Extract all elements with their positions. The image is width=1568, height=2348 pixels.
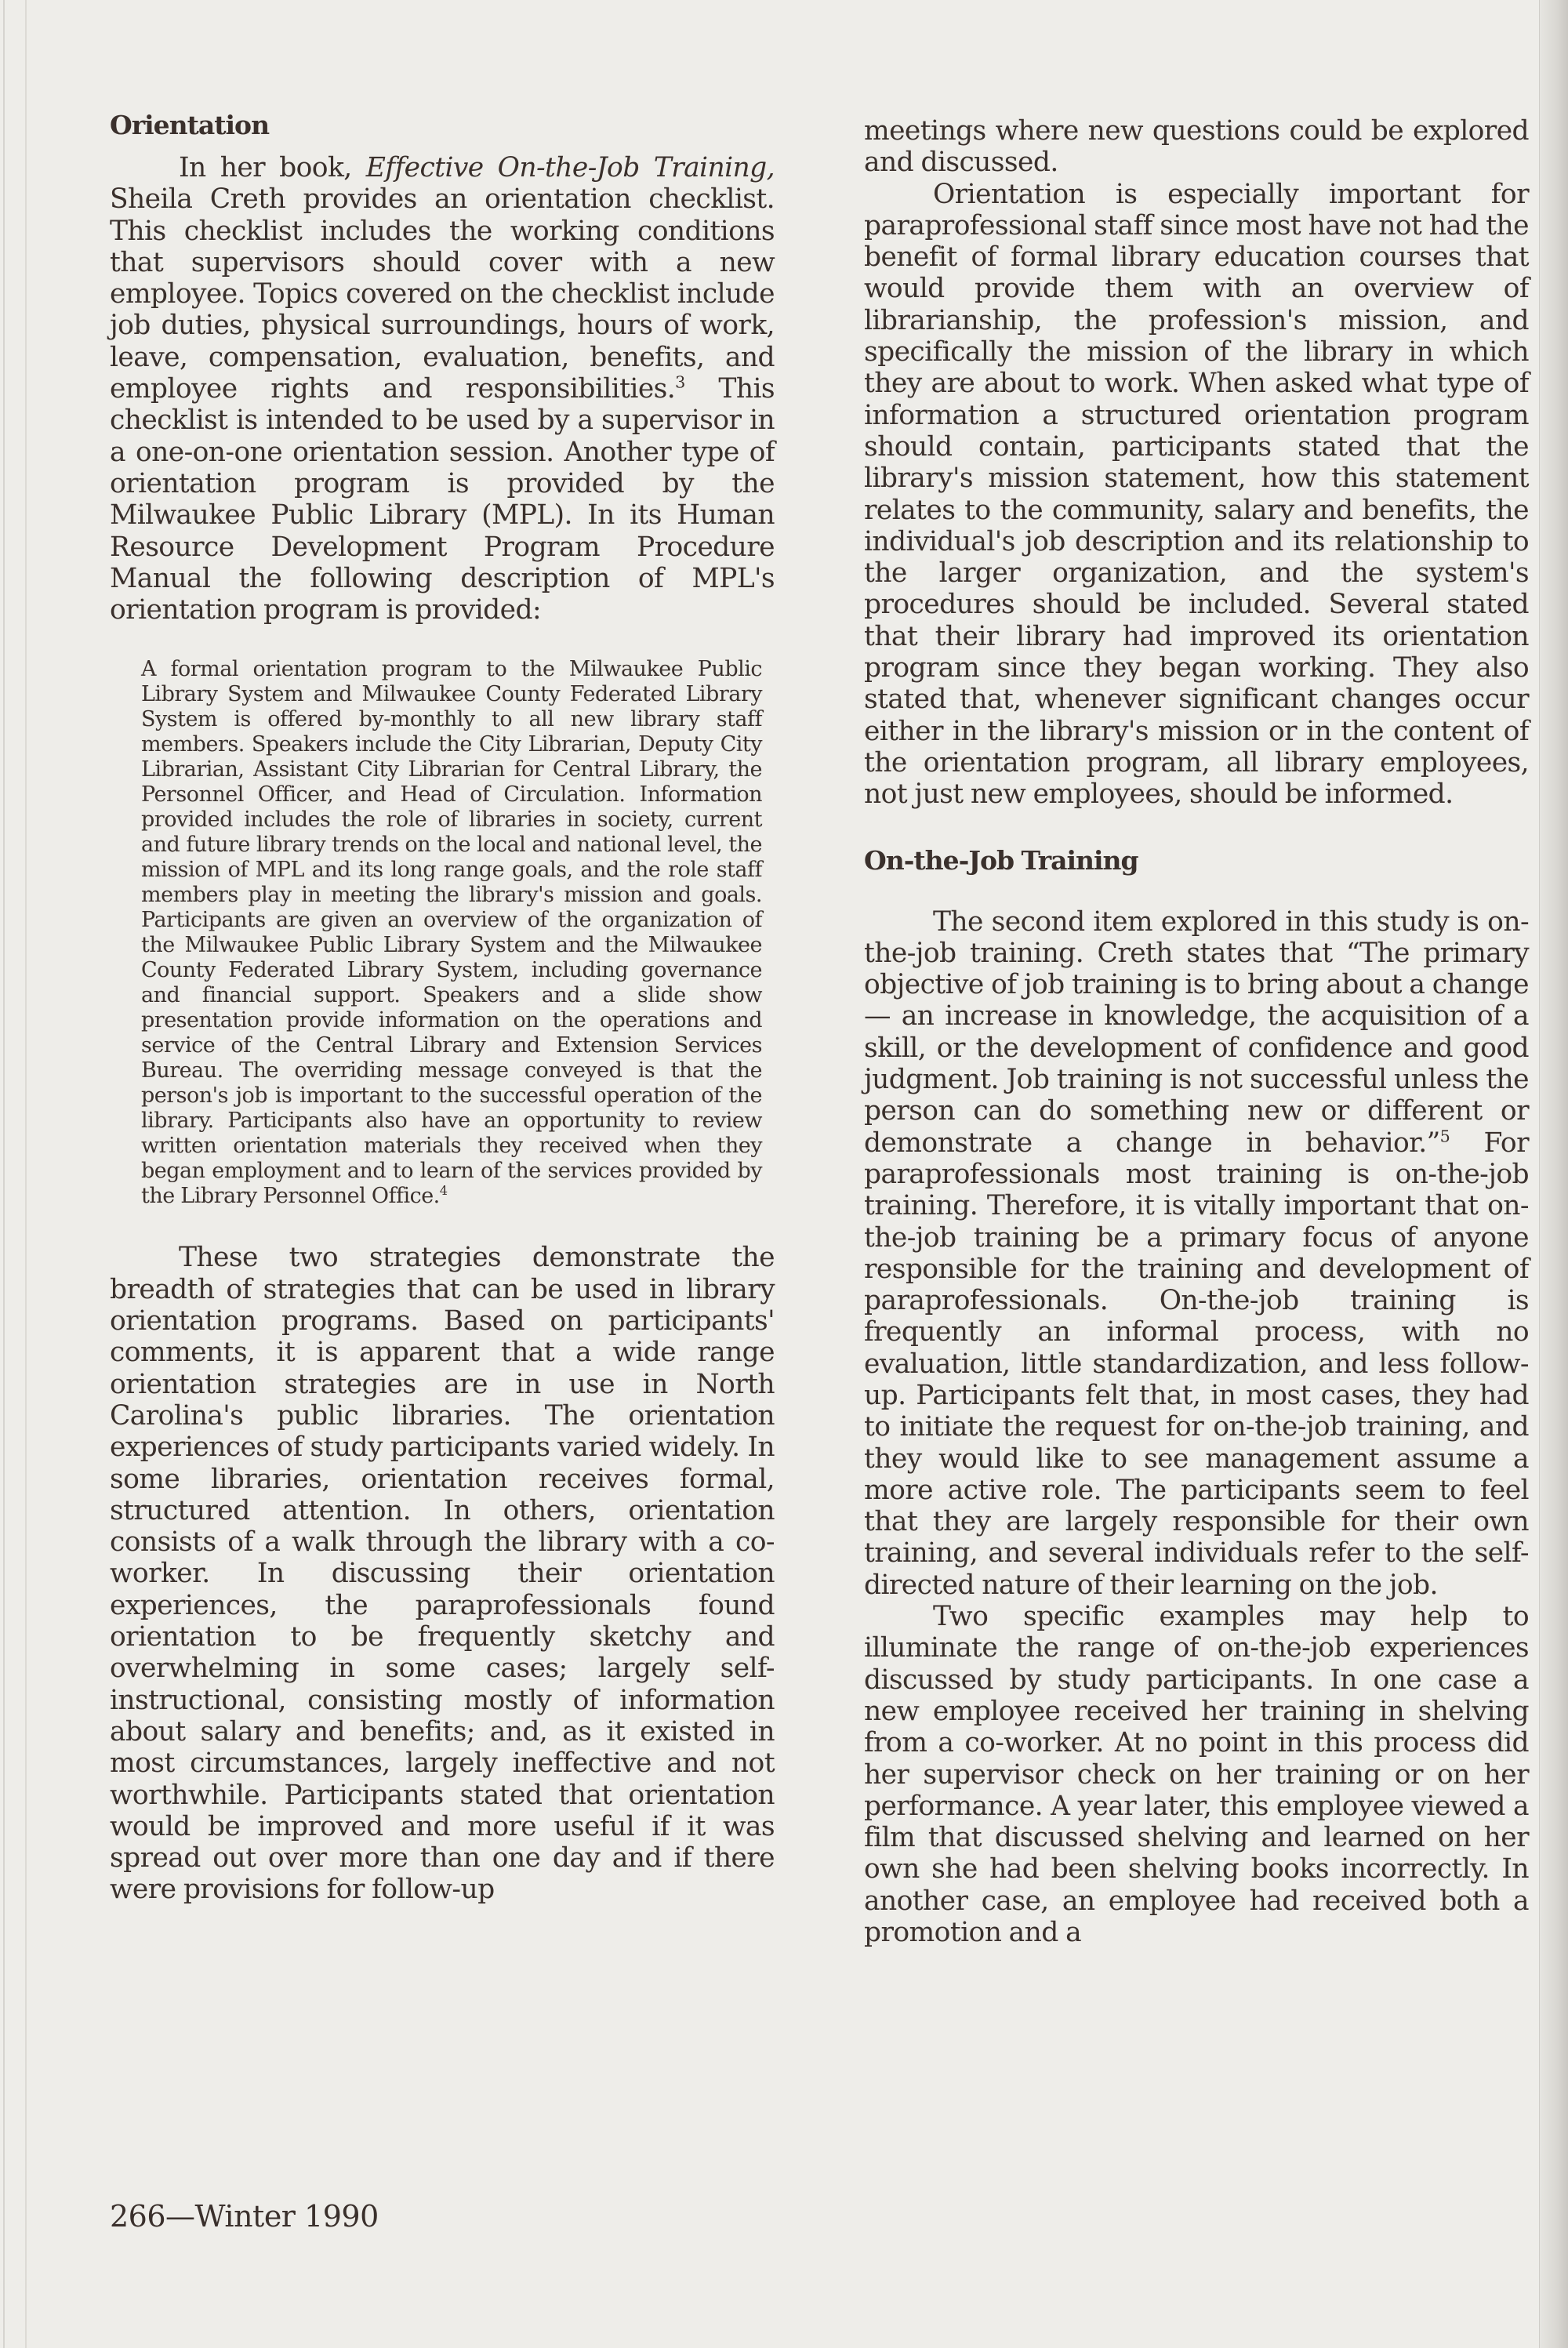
left-column [110,110,775,1906]
para1-text-end: This checklist is intended to be used by a supervisor in a one-on-one orientation session. Another type of orientation program is provided by the Milwaukee Public Library (MPL). In its Human Resource Development Program Procedure Manual the following description of MPL's orientation program is provided: [110,373,775,626]
para4-text-start: The second item explored in this study is on-the-job training. Creth states that “The primary objective of job training is to bring about a change — an increase in knowledge, the acquisition of a skill, or the development of confidence and good judgment. Job training is not successful unless the person can do something new or different or demonstrate a change in behavior.” [864,905,1529,1159]
para1-text-start: In her book, [179,152,366,183]
paragraph-continuation: meetings where new questions could be explored and discussed. [864,115,1529,179]
section-heading-orientation: Orientation [110,110,270,140]
para1-text-mid: Sheila Creth provides an orientation checklist. This checklist includes the working conditions that supervisors should cover with a new employee. Topics covered on the checklist include job duties, physical surroundings, hours of work, leave, compensation, evaluation, benefits, and employee rights and responsibilities. [110,183,775,405]
blockquote-mpl-orientation [141,657,762,1209]
footnote-ref-3: 3 [675,372,685,392]
para4-text-end: For paraprofessionals most training is on-the-job training. Therefore, it is vitally important that on-the-job training be a primary focus of anyone responsible for the training and development of paraprofessionals. On-the-job training is frequently an informal process, with no evaluation, little standardization, and less follow-up. Participants felt that, in most cases, they had to initiate the request for on-the-job training, and they would like to see management assume a more active role. The participants seem to feel that they are largely responsible for their own training, and several individuals refer to the self-directed nature of their learning on the job. [864,1127,1529,1601]
book-title: Effective On-the-Job Training, [365,152,775,183]
page-footer-folio: 266—Winter 1990 [110,2199,379,2234]
paragraph-strategies: These two strategies demonstrate the breadth of strategies that can be used in library orientation programs. Based on participants' comments, it is apparent that a wide range orientation strategies are in use in North Carolina's public libraries. The orientation experiences of study participants varied widely. In some libraries, orientation receives formal, structured attention. In others, orientation consists of a walk through the library with a co-worker. In discussing their orientation experiences, the paraprofessionals found orientation to be frequently sketchy and overwhelming in some cases; largely self-instructional, consisting mostly of information about salary and benefits; and, as it existed in most circumstances, largely ineffective and not worthwhile. Participants stated that orientation would be improved and more useful if it was spread out over more than one day and if there were provisions for follow-up [110,1242,775,1906]
page-edge-left [3,0,5,2348]
right-column [864,115,1529,1948]
paragraph-paraprofessional-orientation: Orientation is especially important for paraprofessional staff since most have not had the benefit of formal library education courses that would provide them with an overview of librarianship, the profession's mission, and specifically the mission of the library in which they are about to work. When asked what type of information a structured orientation program should contain, participants stated that the library's mission statement, how this statement relates to the community, salary and benefits, the individual's job description and its relationship to the larger organization, and the system's procedures should be included. Several stated that their library had improved its orientation program since they began working. They also stated that, whenever significant changes occur either in the library's mission or in the content of the orientation program, all library employees, not just new employees, should be informed. [864,178,1529,811]
paragraph-creth-checklist [110,152,775,626]
blockquote-text: A formal orientation program to the Milwaukee Public Library System and Milwaukee County Federated Library System is offered by-monthly to all new library staff members. Speakers include the City Librarian, Deputy City Librarian, Assistant City Librarian for Central Library, the Personnel Officer, and Head of Circulation. Information provided includes the role of libraries in society, current and future library trends on the local and national level, the mission of MPL and its long range goals, and the role staff members play in meeting the library's mission and goals. Participants are given an overview of the organization of the Milwaukee Public Library System and the Milwaukee County Federated Library System, including governance and financial support. Speakers and a slide show presentation provide information on the operations and service of the Central Library and Extension Services Bureau. The overriding message conveyed is that the person's job is important to the successful operation of the library. Participants also have an opportunity to review written orientation materials they received when they began employment and to learn of the services provided by the Library Personnel Office. [141,657,762,1209]
page-binding-shadow [1539,0,1568,2348]
footnote-ref-4: 4 [439,1183,448,1199]
paragraph-two-examples: Two specific examples may help to illuminate the range of on-the-job experiences discussed by study participants. In one case a new employee received her training in shelving from a co-worker. At no point in this process did her supervisor check on her training or on her performance. A year later, this employee viewed a film that discussed shelving and learned on her own she had been shelving books incorrectly. In another case, an employee had received both a promotion and a [864,1601,1529,1949]
paragraph-second-item [864,906,1529,1602]
section-heading-on-the-job-training: On-the-Job Training [864,844,1138,876]
footnote-ref-5: 5 [1439,1127,1450,1146]
page-edge-left-inner [25,0,27,2348]
